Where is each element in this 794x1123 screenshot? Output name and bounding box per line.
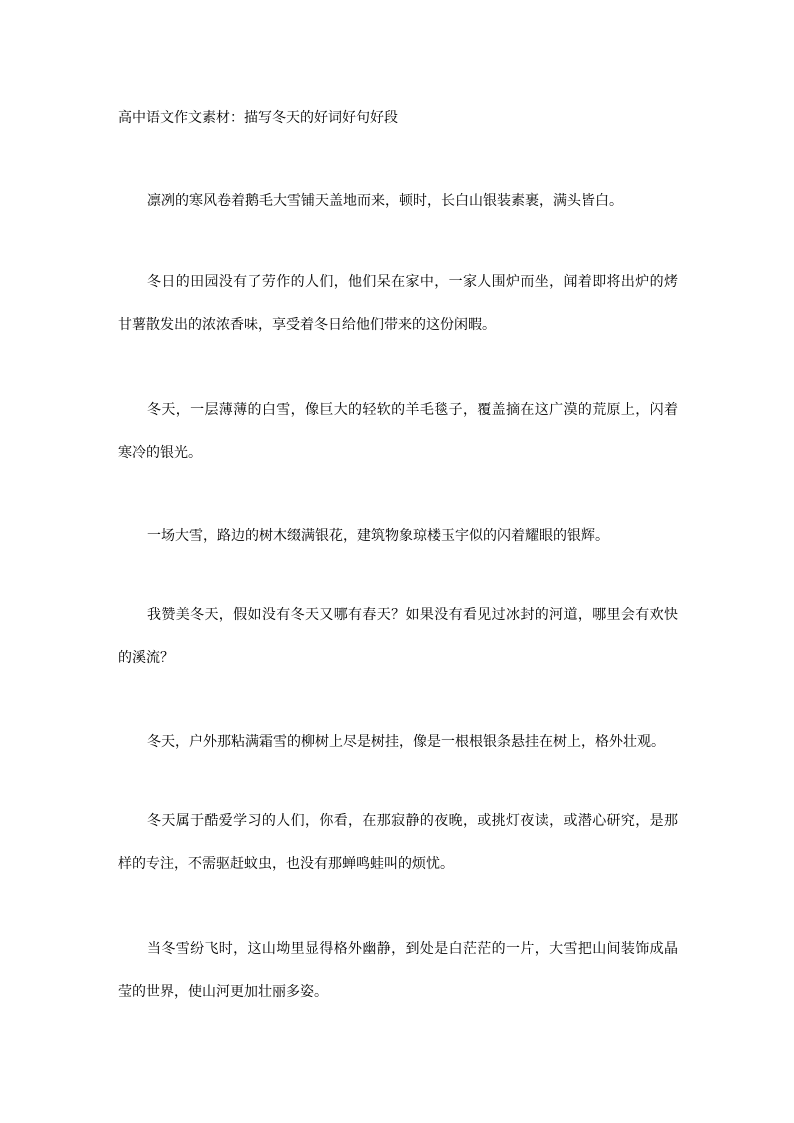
- paragraph-2: 冬日的田园没有了劳作的人们，他们呆在家中，一家人围炉而坐，闻着即将出炉的烤甘薯散发出的浓浓香味，享受着冬日给他们带来的这份闲暇。: [118, 274, 678, 333]
- paragraph-4: 一场大雪，路边的树木缀满银花，建筑物象琼楼玉宇似的闪着耀眼的银辉。: [147, 528, 609, 544]
- paragraph-7: 冬天属于酷爱学习的人们，你看，在那寂静的夜晚，或挑灯夜读，或潜心研究，是那样的专注，不需驱赶蚊虫，也没有那蝉鸣蛙叫的烦忧。: [118, 813, 678, 872]
- paragraph-6: 冬天，户外那粘满霜雪的柳树上尽是树挂，像是一根根银条悬挂在树上，格外壮观。: [147, 734, 665, 750]
- document-title: 高中语文作文素材：描写冬天的好词好句好段: [118, 110, 398, 126]
- paragraph-5: 我赞美冬天，假如没有冬天又哪有春天？如果没有看见过冰封的河道，哪里会有欢快的溪流？: [118, 607, 678, 666]
- paragraph-1: 凛冽的寒风卷着鹅毛大雪铺天盖地而来，顿时，长白山银装素裹，满头皆白。: [147, 193, 623, 209]
- paragraph-3: 冬天，一层薄薄的白雪，像巨大的轻软的羊毛毯子，覆盖摘在这广漠的荒原上，闪着寒冷的银光。: [118, 402, 678, 461]
- paragraph-8: 当冬雪纷飞时，这山坳里显得格外幽静，到处是白茫茫的一片，大雪把山间装饰成晶莹的世界，使山河更加壮丽多姿。: [118, 941, 678, 1000]
